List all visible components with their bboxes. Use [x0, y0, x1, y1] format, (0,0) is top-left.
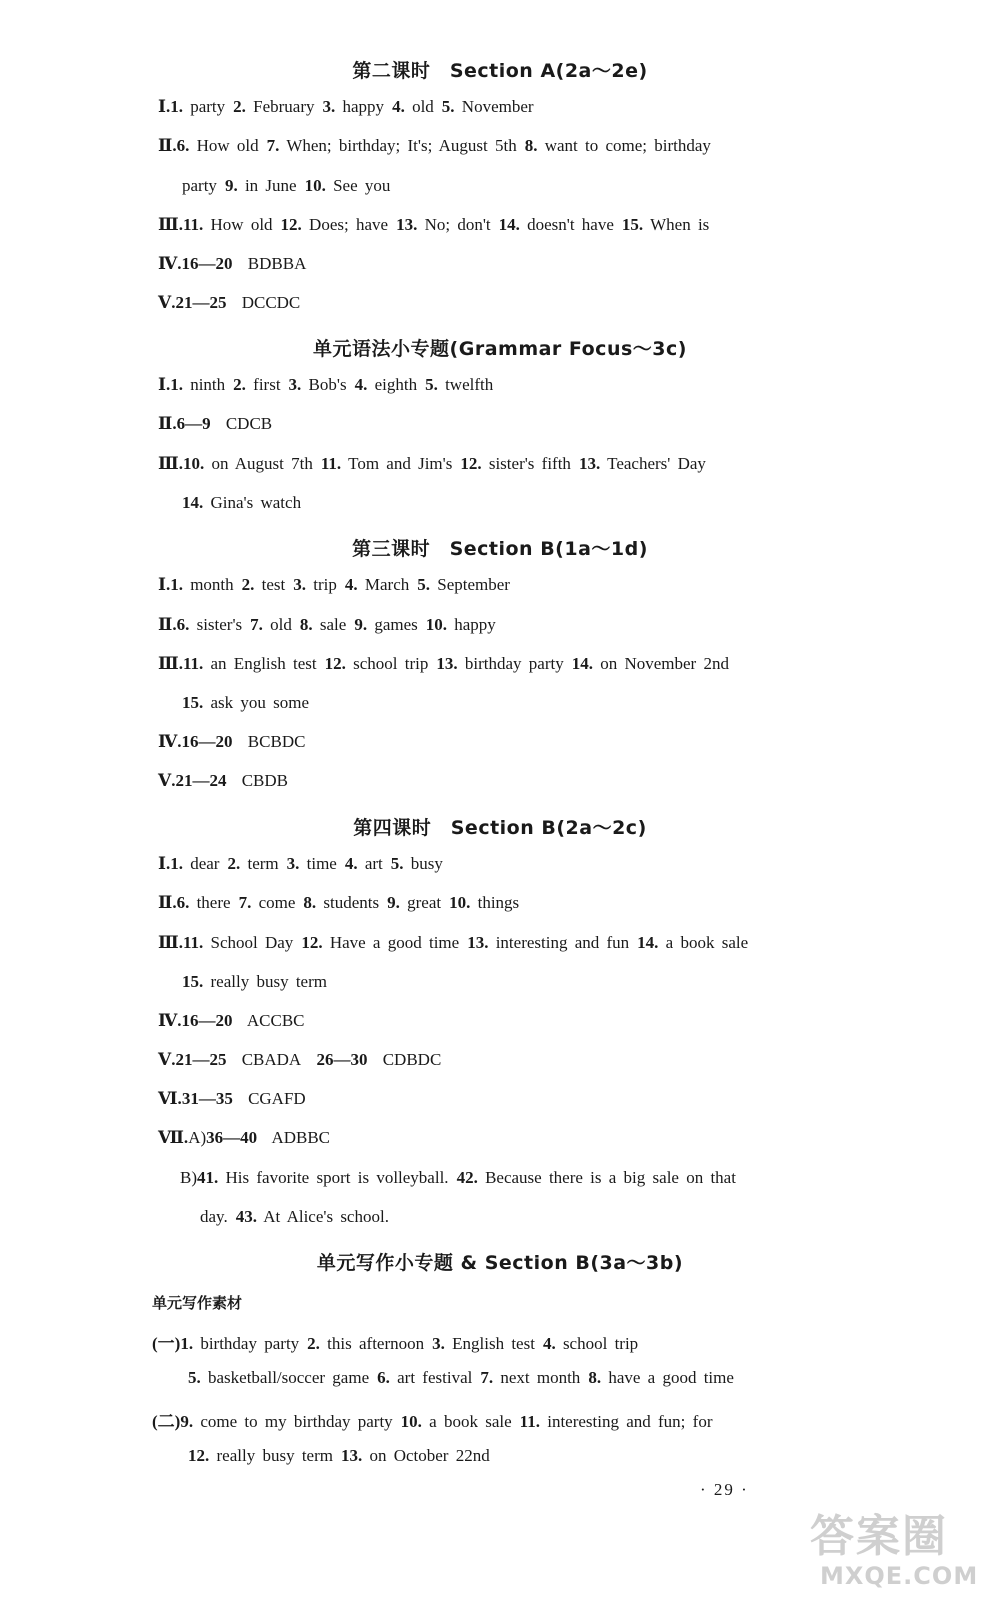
- answer-line: Ⅲ.11. an English test 12. school trip 13. birthday party 14. on November 2nd: [158, 654, 729, 673]
- watermark-url: MXQE.COM: [820, 1562, 979, 1590]
- answer-line: 12. really busy term 13. on October 22nd: [188, 1446, 490, 1465]
- answer-line: Ⅴ.21—25 DCCDC: [158, 293, 301, 312]
- answer-line: party 9. in June 10. See you: [182, 176, 391, 195]
- answer-line: 5. basketball/soccer game 6. art festival 7. next month 8. have a good time: [188, 1368, 734, 1387]
- page-number: · 29 ·: [700, 1480, 749, 1499]
- answer-line: 15. really busy term: [182, 972, 327, 991]
- watermark-logo: [800, 1500, 980, 1595]
- answer-line: Ⅱ.6. there 7. come 8. students 9. great 10. things: [158, 893, 520, 912]
- answer-line: Ⅰ.1. dear 2. term 3. time 4. art 5. busy: [158, 854, 443, 873]
- answer-line: Ⅱ.6. sister's 7. old 8. sale 9. games 10. happy: [158, 615, 496, 634]
- section-title-lesson-2: 第二课时 Section A(2a～2e): [352, 60, 648, 82]
- answer-line: Ⅲ.11. How old 12. Does; have 13. No; don't 14. doesn't have 15. When is: [158, 215, 710, 234]
- answer-line: (一)1. birthday party 2. this afternoon 3. English test 4. school trip: [152, 1334, 639, 1353]
- answer-line: day. 43. At Alice's school.: [200, 1207, 389, 1226]
- answer-line: 14. Gina's watch: [182, 493, 302, 512]
- answer-line: Ⅲ.11. School Day 12. Have a good time 13. interesting and fun 14. a book sale: [158, 933, 749, 952]
- answer-line: Ⅳ.16—20 BCBDC: [158, 732, 306, 751]
- answer-line: Ⅴ.21—24 CBDB: [158, 771, 288, 790]
- answer-line: Ⅳ.16—20 ACCBC: [158, 1011, 305, 1030]
- answer-line: 15. ask you some: [182, 693, 310, 712]
- section-title-writing: 单元写作小专题 & Section B(3a～3b): [316, 1252, 684, 1274]
- answer-line: Ⅵ.31—35 CGAFD: [158, 1089, 306, 1108]
- answer-line: Ⅲ.10. on August 7th 11. Tom and Jim's 12. sister's fifth 13. Teachers' Day: [158, 454, 706, 473]
- answer-line: Ⅶ.A)36—40 ADBBC: [158, 1128, 331, 1147]
- answer-line: Ⅳ.16—20 BDBBA: [158, 254, 307, 273]
- answer-line: Ⅴ.21—25 CBADA 26—30 CDBDC: [158, 1050, 442, 1069]
- section-title-lesson-3: 第三课时 Section B(1a～1d): [352, 538, 648, 560]
- answer-line: Ⅰ.1. ninth 2. first 3. Bob's 4. eighth 5. twelfth: [158, 375, 494, 394]
- section-title-lesson-4: 第四课时 Section B(2a～2c): [353, 817, 647, 839]
- answer-line: B)41. His favorite sport is volleyball. 42. Because there is a big sale on that: [180, 1168, 736, 1187]
- answer-line: Ⅱ.6. How old 7. When; birthday; It's; August 5th 8. want to come; birthday: [158, 136, 711, 155]
- answer-line: Ⅱ.6—9 CDCB: [158, 414, 273, 433]
- answer-line: Ⅰ.1. month 2. test 3. trip 4. March 5. September: [158, 575, 510, 594]
- section-title-grammar-focus: 单元语法小专题(Grammar Focus～3c): [313, 338, 687, 360]
- answer-line: (二)9. come to my birthday party 10. a book sale 11. interesting and fun; for: [152, 1412, 713, 1431]
- writing-material-heading: 单元写作素材: [152, 1294, 243, 1312]
- answer-line: Ⅰ.1. party 2. February 3. happy 4. old 5. November: [158, 97, 534, 116]
- watermark-text: 答案圈: [810, 1511, 948, 1562]
